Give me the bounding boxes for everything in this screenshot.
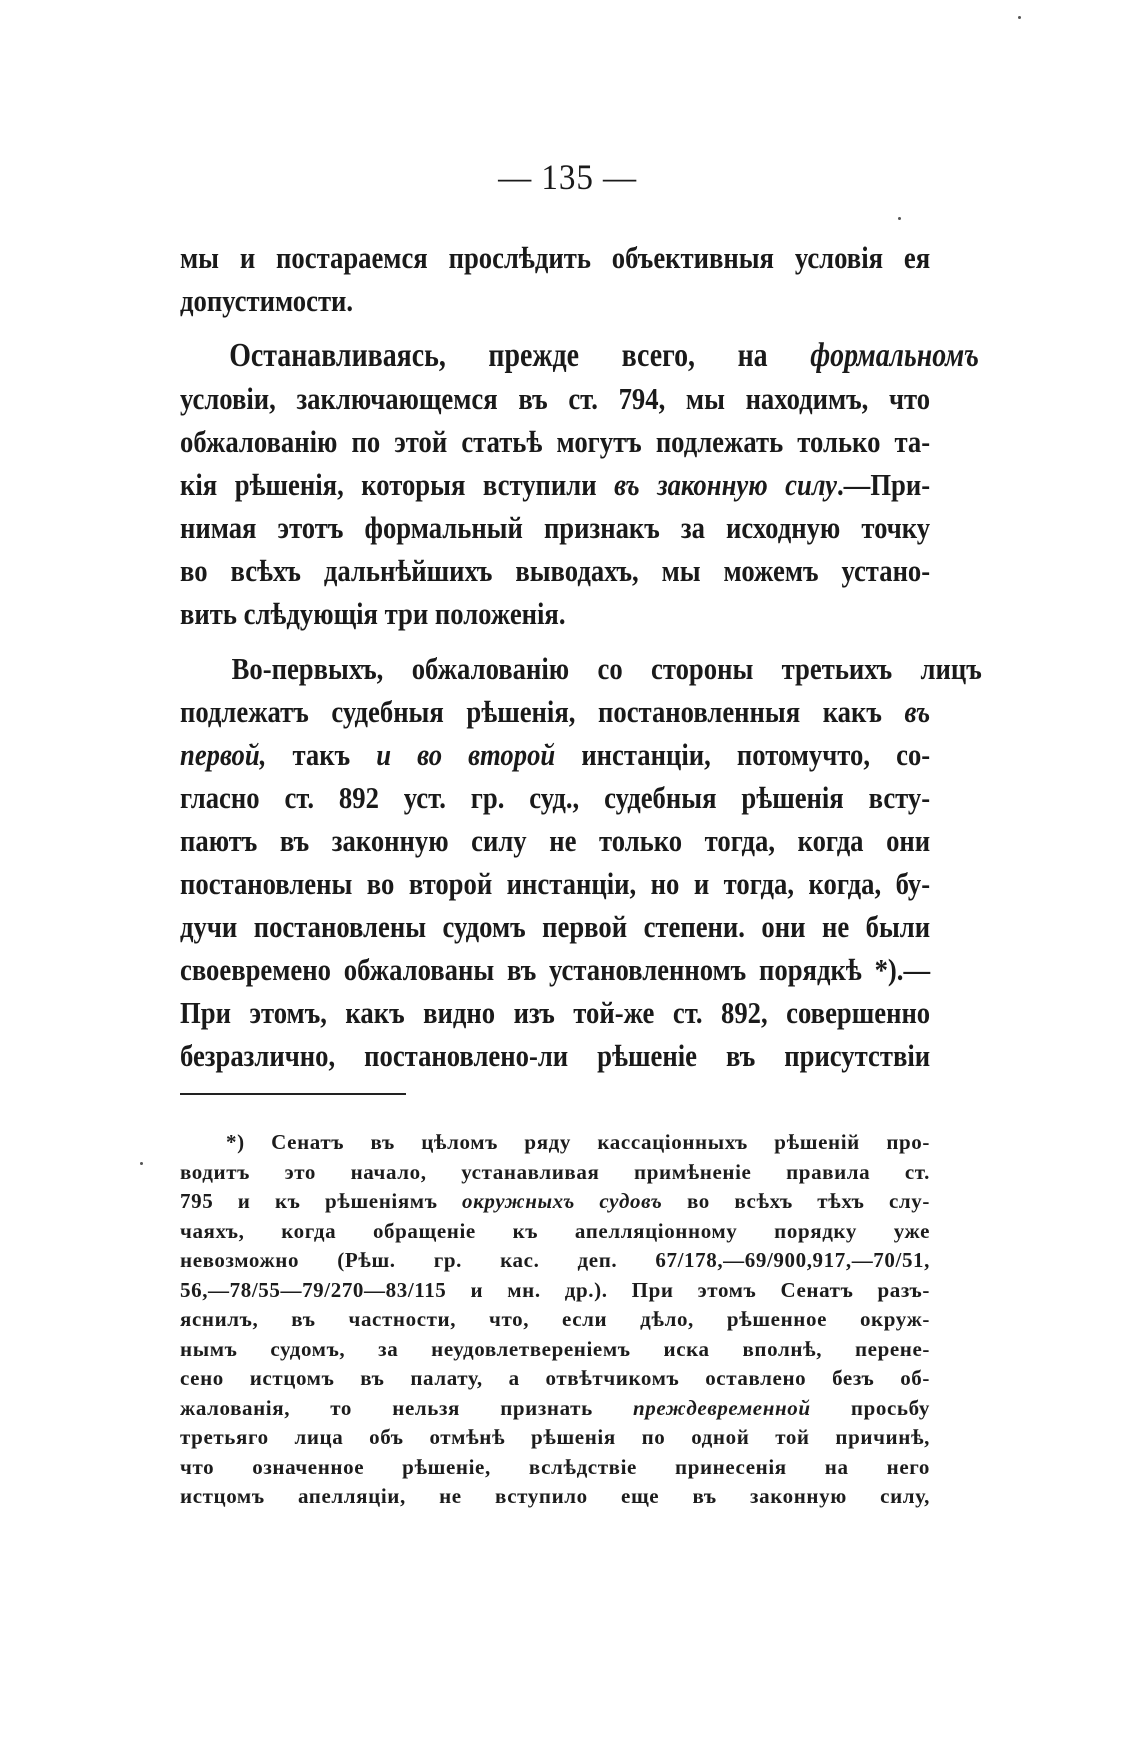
footnote-line: сено истцомъ въ палату, а отвѣтчикомъ оставлено безъ об-: [180, 1366, 930, 1390]
text-line: обжалованію по этой статьѣ могутъ подлежать только та-: [180, 424, 931, 459]
footnote-line: яснилъ, въ частности, что, если дѣло, рѣшенное окруж-: [180, 1307, 930, 1331]
main-text: [180, 236, 982, 1089]
text-line: нимая этотъ формальный признакъ за исходную точку: [180, 510, 931, 545]
print-speck: [898, 217, 901, 220]
italic-term: окружныхъ судовъ: [462, 1189, 663, 1213]
paragraph-2: [180, 334, 979, 635]
text-line: [180, 733, 930, 776]
footnote-divider: [180, 1093, 406, 1095]
print-speck: [140, 1162, 143, 1165]
footnote-line: третьяго лица объ отмѣнѣ рѣшенія по одной той причинѣ,: [180, 1425, 930, 1449]
footnote-line: истцомъ апелляціи, не вступило еще въ законную силу,: [180, 1484, 930, 1508]
text-line: [180, 334, 979, 377]
text-line: безразлично, постановлено-ли рѣшеніе въ присутствіи: [180, 1038, 931, 1073]
footnote-line: [180, 1394, 930, 1424]
text-segment: инстанціи, потомучто, со-: [581, 737, 931, 772]
page-number: — 135 —: [498, 157, 638, 197]
text-segment: подлежатъ судебныя рѣшенія, постановленныя какъ: [180, 694, 882, 729]
text-line: дучи постановлены судомъ первой степени. они не были: [180, 909, 931, 944]
italic-term: первой,: [180, 737, 267, 772]
text-line: При этомъ, какъ видно изъ той-же ст. 892, совершенно: [180, 995, 931, 1030]
footnote-line: *) Сенатъ въ цѣломъ ряду кассаціонныхъ рѣшеній про-: [226, 1130, 930, 1154]
text-line: условіи, заключающемся въ ст. 794, мы находимъ, что: [180, 381, 931, 416]
text-line: мы и постараемся прослѣдить объективныя условія ея: [180, 240, 931, 275]
text-line: допустимости.: [180, 283, 354, 318]
text-segment: во всѣхъ тѣхъ слу-: [686, 1189, 930, 1213]
text-line: своевремено обжалованы въ установленномъ порядкѣ *).—: [180, 952, 931, 987]
footnote-line: водитъ это начало, устанавливая примѣненіе правила ст.: [180, 1159, 930, 1184]
italic-term: въ: [904, 694, 931, 729]
text-line: паютъ въ законную силу не только тогда, когда они: [180, 823, 931, 858]
italic-term: формальномъ: [810, 337, 979, 374]
footnote-line: что означенное рѣшеніе, вслѣдствіе принесенія на него: [180, 1454, 930, 1479]
text-line: гласно ст. 892 уст. гр. суд., судебныя рѣшенія всту-: [180, 780, 931, 815]
print-speck: [1018, 16, 1021, 19]
footnote-line: нымъ судомъ, за неудовлетвереніемъ иска вполнѣ, перене-: [180, 1336, 930, 1361]
text-line: во всѣхъ дальнѣйшихъ выводахъ, мы можемъ устано-: [180, 553, 931, 588]
text-line: вить слѣдующія три положенія.: [180, 596, 566, 631]
paragraph-3: [180, 647, 982, 1077]
text-line: Во-первыхъ, обжалованію со стороны третьихъ лицъ: [231, 651, 982, 686]
text-segment: жалованія, то нельзя признать: [180, 1395, 593, 1420]
footnote-line: [180, 1187, 930, 1217]
text-line: [180, 690, 930, 733]
paragraph-1: [180, 236, 930, 322]
text-line: [180, 463, 930, 506]
text-segment: такъ: [292, 737, 351, 772]
text-segment: кія рѣшенія, которыя вступили: [180, 467, 597, 502]
italic-term: преждевременной: [633, 1395, 811, 1420]
text-segment: .—При-: [836, 467, 931, 502]
footnote-line: невозможно (Рѣш. гр. кас. деп. 67/178,—69/900,917,—70/51,: [180, 1248, 930, 1272]
text-line: постановлены во второй инстанціи, но и тогда, когда, бу-: [180, 866, 931, 901]
italic-term: и во второй: [376, 737, 556, 772]
footnote-line: чаяхъ, когда обращеніе къ апелляціонному порядку уже: [180, 1218, 930, 1243]
text-segment: Останавливаясь, прежде всего, на: [229, 337, 768, 374]
text-segment: 795 и къ рѣшеніямъ: [180, 1189, 438, 1213]
footnote: [180, 1128, 930, 1512]
text-segment: просьбу: [850, 1395, 930, 1420]
italic-term: въ законную силу: [614, 467, 837, 502]
footnote-line: 56,—78/55—79/270—83/115 и мн. др.). При этомъ Сенатъ разъ-: [180, 1277, 930, 1302]
